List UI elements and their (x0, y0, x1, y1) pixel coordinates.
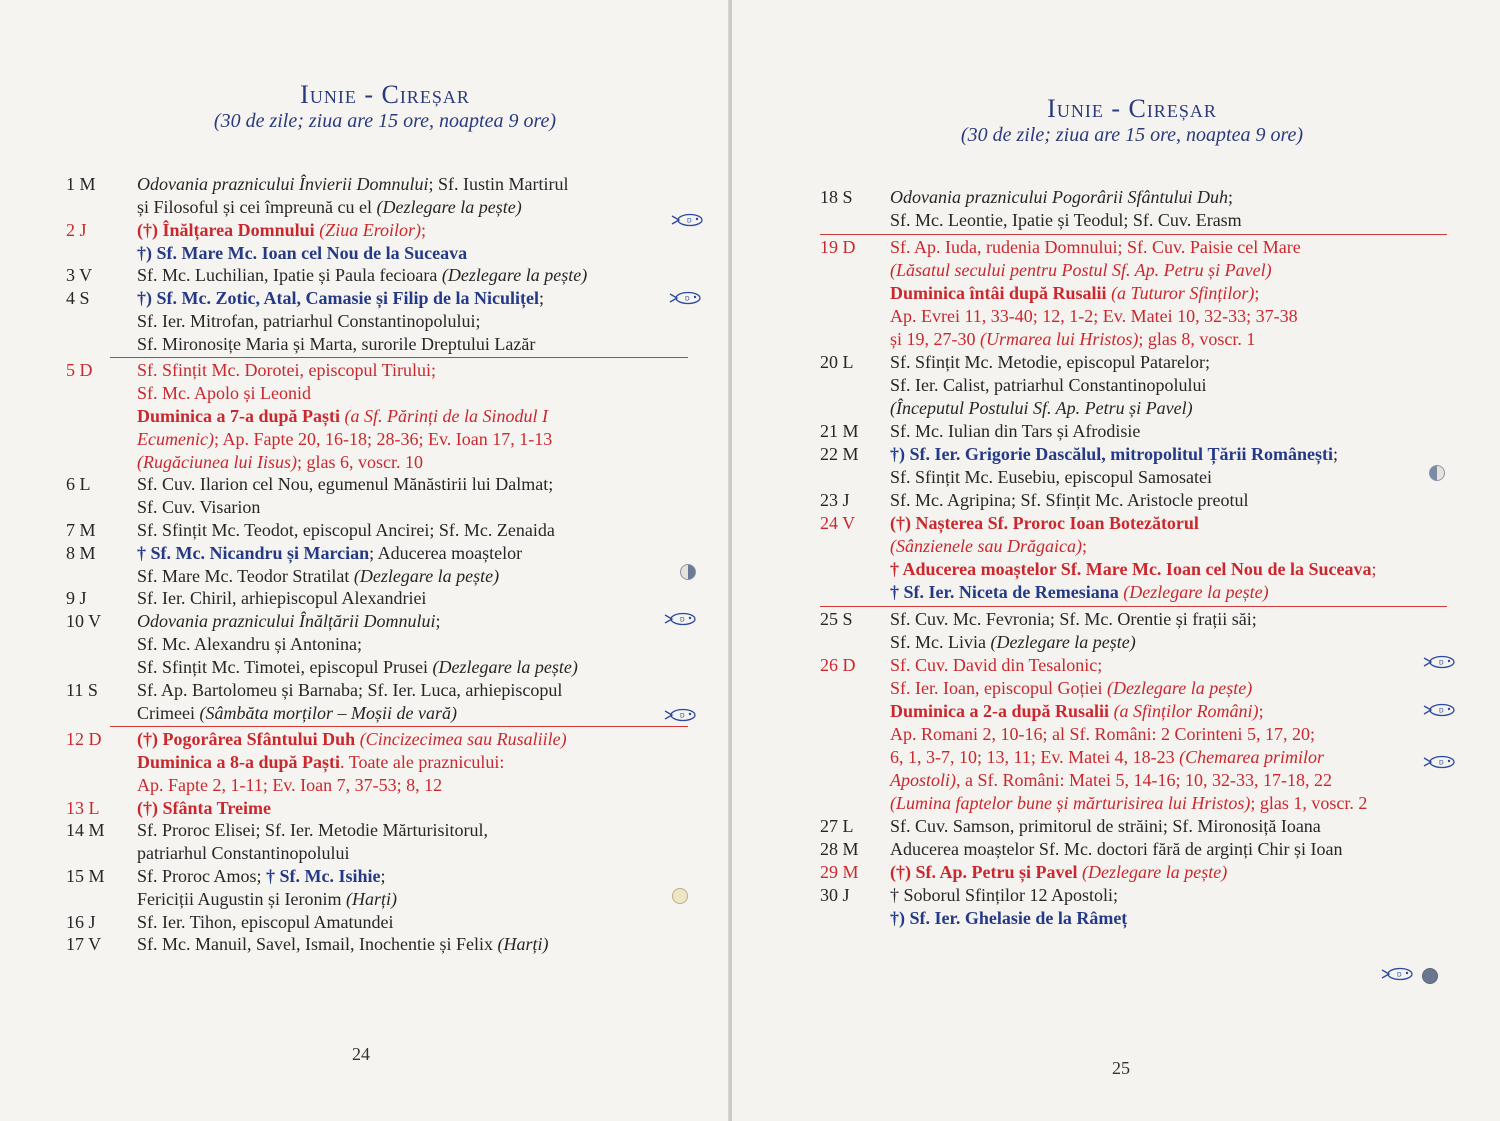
text-segment: (Dezlegare la pește) (376, 197, 522, 217)
text-segment: ; (1228, 187, 1234, 207)
entry-day: 5 D (66, 360, 93, 381)
page-right (732, 0, 1500, 1121)
entry-line (890, 723, 1470, 746)
text-segment: 6, 1, 3-7, 10; 13, 11; Ev. Matei 4, 18-23 (890, 747, 1180, 767)
text-segment: (Urmarea lui Hristos) (980, 329, 1139, 349)
entry-day: 16 J (66, 911, 96, 932)
text-segment: (Începutul Postului Sf. Ap. Petru și Pavel) (890, 398, 1193, 418)
entry-text (890, 186, 1470, 232)
page-number: 24 (352, 1044, 370, 1064)
entry-line (890, 443, 1470, 466)
entry-text (890, 861, 1470, 884)
text-segment: Sf. Cuv. Ilarion cel Nou, egumenul Mănăstirii lui Dalmat; (137, 474, 554, 495)
entry-day: 4 S (66, 288, 90, 308)
entry-line (137, 933, 697, 956)
moon-first-quarter-icon (1429, 465, 1445, 481)
page-subtitle: (30 de zile; ziua are 15 ore, noaptea 9 ore) (960, 124, 1304, 146)
entry-line (137, 496, 697, 519)
entry-text (137, 797, 697, 820)
fish-icon (670, 213, 706, 227)
entry-text (137, 519, 697, 542)
entry-line (137, 865, 697, 888)
entry-text (137, 173, 697, 219)
text-segment: (Dezlegare la pește) (1081, 862, 1228, 882)
entry-line (890, 420, 1470, 443)
entry-line (137, 542, 697, 565)
text-segment: , a Sf. Români: Matei 5, 14-16; 10, 32-33, 17-18, 22 (956, 770, 1332, 790)
entry-day: 19 D (820, 237, 856, 257)
text-segment: Sf. Mc. Livia (890, 632, 991, 652)
entry-text (137, 610, 697, 679)
text-segment: Fericiții Augustin și Ieronim (137, 889, 346, 909)
text-segment: patriarhul Constantinopolului (137, 843, 350, 864)
entry-line (890, 608, 1470, 631)
text-segment: †) Sf. Mare Mc. Ioan cel Nou de la Suceava (137, 242, 468, 263)
text-segment: Sf. Sfințit Mc. Dorotei, episcopul Tirului; (137, 360, 437, 381)
entry-line (137, 656, 697, 679)
text-segment: (Sânzienele sau Drăgaica) (890, 536, 1082, 556)
entry-line (137, 382, 697, 405)
page-header (922, 94, 1342, 147)
entry-day: 10 V (66, 611, 102, 632)
text-segment: (Dezlegare la pește) (441, 265, 588, 286)
text-segment: (Harți) (497, 934, 549, 955)
fish-icon (663, 708, 699, 722)
entry-line (137, 473, 697, 496)
entry-day: 2 J (66, 219, 87, 240)
svg-text:D: D (1439, 759, 1444, 767)
text-segment: † Sf. Ier. Niceta de Remesiana (890, 582, 1119, 602)
text-segment: Sf. Sfințit Mc. Teodot, episcopul Ancirei; Sf. Mc. Zenaida (137, 520, 555, 540)
text-segment: ; glas 6, voscr. 10 (296, 452, 423, 473)
entry-line (890, 351, 1470, 374)
entry-line (137, 911, 697, 934)
text-segment: Sf. Ier. Mitrofan, patriarhul Constantinopolului; (137, 311, 481, 331)
entry-day: 1 M (66, 174, 96, 194)
text-segment: (†) Sfânta Treime (137, 797, 271, 818)
text-segment: Sf. Mc. Apolo și Leonid (137, 383, 311, 404)
entry-day: 9 J (66, 588, 87, 609)
entry-line (137, 519, 697, 542)
entry-line (137, 428, 697, 451)
entry-line (137, 359, 697, 382)
text-segment: (Harți) (346, 889, 397, 909)
text-segment: Odovania praznicului Pogorârii Sfântului Duh (890, 187, 1229, 207)
entry-text (137, 287, 697, 356)
sunday-divider-rule (820, 606, 1447, 607)
entry-text (890, 815, 1470, 838)
entry-day: 12 D (66, 729, 102, 750)
entry-line (890, 186, 1470, 209)
text-segment: † Soborul Sfinților 12 Apostoli; (890, 885, 1119, 905)
text-segment: Sf. Mc. Luchilian, Ipatie și Paula fecioara (137, 265, 442, 286)
svg-text:D: D (685, 295, 690, 303)
entry-day: 25 S (820, 609, 853, 629)
text-segment: ; glas 8, voscr. 1 (1138, 329, 1256, 349)
entry-line (890, 282, 1470, 305)
text-segment: Duminica întâi după Rusalii (890, 283, 1107, 303)
text-segment: Sf. Mc. Iulian din Tars și Afrodisie (890, 421, 1141, 441)
text-segment: Duminica a 8-a după Paști (137, 752, 341, 773)
text-segment: Sf. Ier. Calist, patriarhul Constantinopolului (890, 375, 1207, 395)
text-segment: Sf. Proroc Elisei; Sf. Ier. Metodie Mărturisitorul, (137, 820, 488, 841)
text-segment: (Rugăciunea lui Iisus) (137, 452, 297, 473)
entry-line (890, 815, 1470, 838)
entry-day: 21 M (820, 421, 859, 441)
entry-line (137, 610, 697, 633)
entry-day: 18 S (820, 187, 853, 207)
entry-line (890, 746, 1470, 769)
fish-icon (668, 291, 704, 305)
entry-line (890, 328, 1470, 351)
entry-line (890, 654, 1470, 677)
entry-day: 15 M (66, 866, 105, 886)
text-segment: (Dezlegare la pește) (353, 565, 500, 586)
entry-text (137, 473, 697, 519)
entry-line (137, 219, 697, 242)
entry-line (137, 405, 697, 428)
text-segment: ; Sf. Iustin Martirul (428, 174, 569, 194)
sunday-divider-rule (110, 357, 688, 358)
entry-line (137, 888, 697, 911)
entry-line (137, 333, 697, 356)
svg-text:D: D (680, 616, 685, 624)
entry-text (890, 654, 1470, 815)
text-segment: ; Ap. Fapte 20, 16-18; 28-36; Ev. Ioan 17, 1-13 (213, 429, 553, 450)
svg-text:D: D (1439, 659, 1444, 667)
text-segment: (Dezlegare la pește) (990, 632, 1136, 652)
entry-line (890, 581, 1470, 604)
entry-line (890, 700, 1470, 723)
text-segment: Sf. Ier. Tihon, episcopul Amatundei (137, 911, 394, 932)
text-segment: Sf. Sfințit Mc. Timotei, episcopul Prusei (137, 657, 433, 678)
entry-line (890, 861, 1470, 884)
text-segment: Odovania praznicului Învierii Domnului (137, 174, 429, 194)
entry-line (890, 884, 1470, 907)
entry-text (890, 489, 1470, 512)
text-segment: Ecumenic) (137, 429, 214, 450)
text-segment: ; (538, 288, 544, 308)
text-segment: . Toate ale praznicului: (340, 752, 505, 773)
entry-day: 17 V (66, 934, 102, 955)
entry-line (137, 819, 697, 842)
entry-line (890, 792, 1470, 815)
text-segment: și 19, 27-30 (890, 329, 980, 349)
entry-day: 3 V (66, 265, 93, 286)
entry-day: 22 M (820, 444, 859, 464)
entry-text (137, 679, 697, 725)
fish-icon (1422, 755, 1458, 769)
text-segment: Ap. Fapte 2, 1-11; Ev. Ioan 7, 37-53; 8, 12 (137, 775, 443, 796)
entry-line (137, 565, 697, 588)
text-segment: ; Aducerea moaștelor (369, 542, 523, 563)
text-segment: Duminica a 2-a după Rusalii (890, 701, 1110, 721)
text-segment: † Aducerea moaștelor Sf. Mare Mc. Ioan cel Nou de la Suceava (890, 559, 1372, 579)
fish-icon (1422, 703, 1458, 717)
entry-day: 29 M (820, 862, 859, 882)
entry-line (137, 633, 697, 656)
entry-day: 6 L (66, 474, 91, 495)
entry-line (137, 797, 697, 820)
text-segment: ; (1258, 701, 1264, 721)
text-segment: Crimeei (137, 702, 200, 723)
svg-text:D: D (680, 712, 685, 720)
text-segment: ; (421, 219, 427, 240)
page-left (0, 0, 730, 1121)
entry-text (137, 933, 697, 956)
text-segment: Sf. Proroc Amos; (137, 866, 267, 886)
entry-text (137, 911, 697, 934)
entry-line (890, 512, 1470, 535)
entry-line (137, 702, 697, 725)
entry-line (137, 774, 697, 797)
text-segment: Sf. Mironosițe Maria și Marta, surorile Dreptului Lazăr (137, 334, 536, 354)
text-segment: Sf. Cuv. David din Tesalonic; (890, 655, 1103, 675)
page-title: Iunie - Cireșar (300, 80, 470, 109)
text-segment: (Sâmbăta morților – Moșii de vară) (199, 702, 457, 723)
entry-day: 26 D (820, 655, 856, 675)
entry-day: 24 V (820, 513, 856, 533)
entry-text (890, 512, 1470, 604)
entry-day: 13 L (66, 797, 100, 818)
page-title: Iunie - Cireșar (1047, 94, 1217, 123)
page-header (180, 80, 590, 133)
text-segment: Sf. Sfințit Mc. Eusebiu, episcopul Samosatei (890, 467, 1212, 487)
entry-day: 8 M (66, 542, 96, 563)
sunday-divider-rule (110, 726, 688, 727)
entry-line (137, 587, 697, 610)
text-segment: Ap. Evrei 11, 33-40; 12, 1-2; Ev. Matei 10, 32-33; 37-38 (890, 306, 1298, 326)
text-segment: (†) Sf. Ap. Petru și Pavel (890, 862, 1078, 882)
entry-line (137, 728, 697, 751)
text-segment: Duminica a 7-a după Paști (137, 406, 341, 427)
text-segment: (†) Înălțarea Domnului (137, 219, 315, 240)
entry-line (137, 842, 697, 865)
text-segment: (Chemarea primilor (1179, 747, 1324, 767)
text-segment: Sf. Mare Mc. Teodor Stratilat (137, 565, 354, 586)
entry-line (137, 451, 697, 474)
entry-day: 23 J (820, 490, 850, 510)
text-segment: (a Sfinților Români) (1113, 701, 1259, 721)
text-segment: Sf. Cuv. Mc. Fevronia; Sf. Mc. Orentie și frații săi; (890, 609, 1257, 629)
entry-text (890, 838, 1470, 861)
text-segment: (Lăsatul secului pentru Postul Sf. Ap. Petru și Pavel) (890, 260, 1272, 280)
text-segment: ; glas 1, voscr. 2 (1250, 793, 1368, 813)
text-segment: Sf. Ier. Chiril, arhiepiscopul Alexandriei (137, 588, 427, 609)
entry-text (137, 219, 697, 265)
entry-line (137, 287, 697, 310)
entry-day: 30 J (820, 885, 850, 905)
text-segment: Odovania praznicului Înălțării Domnului (137, 611, 436, 632)
text-segment: (Dezlegare la pește) (1106, 678, 1253, 698)
text-segment: (Dezlegare la pește) (1123, 582, 1269, 602)
entry-day: 11 S (66, 679, 98, 700)
entry-line (137, 173, 697, 196)
entry-line (137, 196, 697, 219)
text-segment: (a Tuturor Sfinților) (1111, 283, 1255, 303)
entry-text (137, 728, 697, 797)
entry-day: 7 M (66, 520, 96, 540)
entry-line (890, 631, 1470, 654)
entry-line (890, 489, 1470, 512)
entry-line (890, 236, 1470, 259)
text-segment: † Sf. Mc. Isihie (266, 866, 381, 886)
text-segment: Ap. Romani 2, 10-16; al Sf. Români: 2 Corinteni 5, 17, 20; (890, 724, 1315, 744)
text-segment: † Sf. Mc. Nicandru și Marcian (137, 542, 370, 563)
entry-line (137, 679, 697, 702)
text-segment: și Filosoful și cei împreună cu el (137, 197, 377, 217)
moon-new-icon (1422, 968, 1438, 984)
text-segment: Aducerea moaștelor Sf. Mc. doctori fără de arginți Chir și Ioan (890, 839, 1343, 859)
entry-day: 14 M (66, 820, 105, 841)
page-number: 25 (1112, 1058, 1130, 1078)
text-segment: (Dezlegare la pește) (432, 657, 578, 678)
entry-text (890, 443, 1470, 489)
entry-line (890, 677, 1470, 700)
entry-line (137, 751, 697, 774)
text-segment: (†) Pogorârea Sfântului Duh (137, 729, 356, 750)
svg-text:D: D (687, 217, 692, 225)
text-segment: Sf. Mc. Leontie, Ipatie și Teodul; Sf. Cuv. Erasm (890, 210, 1242, 230)
text-segment: Sf. Mc. Agripina; Sf. Sfințit Mc. Aristocle preotul (890, 490, 1249, 510)
text-segment: †) Sf. Ier. Grigorie Dascălul, mitropolitul Țării Românești (890, 444, 1333, 464)
entry-line (137, 264, 697, 287)
text-segment: Sf. Ap. Iuda, rudenia Domnului; Sf. Cuv. Paisie cel Mare (890, 237, 1301, 257)
entry-text (890, 884, 1470, 930)
entry-line (890, 397, 1470, 420)
entry-line (890, 907, 1470, 930)
text-segment: Apostoli) (890, 770, 956, 790)
text-segment: (†) Nașterea Sf. Proroc Ioan Botezătorul (890, 513, 1199, 533)
text-segment: †) Sf. Mc. Zotic, Atal, Camasie și Filip de la Niculițel (137, 288, 539, 308)
fish-icon (1380, 967, 1416, 981)
text-segment: †) Sf. Ier. Ghelasie de la Râmeț (890, 908, 1128, 928)
moon-last-quarter-icon (680, 564, 696, 580)
entry-day: 27 L (820, 816, 854, 836)
entry-line (890, 259, 1470, 282)
svg-text:D: D (1397, 971, 1402, 979)
entry-text (890, 420, 1470, 443)
text-segment: Sf. Ier. Ioan, episcopul Goției (890, 678, 1107, 698)
text-segment: (Lumina faptelor bune și mărturisirea lui Hristos) (890, 793, 1251, 813)
entry-day: 28 M (820, 839, 859, 859)
fish-icon (1422, 655, 1458, 669)
entry-line (890, 558, 1470, 581)
entry-line (137, 310, 697, 333)
text-segment: Sf. Ap. Bartolomeu și Barnaba; Sf. Ier. Luca, arhiepiscopul (137, 679, 563, 700)
entry-text (890, 236, 1470, 351)
sunday-divider-rule (820, 234, 1447, 235)
entry-text (137, 264, 697, 287)
entry-text (137, 865, 697, 911)
text-segment: (Ziua Eroilor) (319, 219, 422, 240)
text-segment: (a Sf. Părinți de la Sinodul I (344, 406, 549, 427)
entry-text (890, 608, 1470, 654)
text-segment: (Cincizecimea sau Rusaliile) (359, 729, 567, 750)
text-segment: ; (1332, 444, 1338, 464)
entry-line (890, 305, 1470, 328)
entry-line (890, 466, 1470, 489)
text-segment: ; (1371, 559, 1377, 579)
svg-text:D: D (1439, 707, 1444, 715)
text-segment: ; (1254, 283, 1260, 303)
entry-text (890, 351, 1470, 420)
text-segment: Sf. Mc. Alexandru și Antonina; (137, 634, 362, 655)
entry-line (890, 374, 1470, 397)
entry-text (137, 587, 697, 610)
text-segment: ; (435, 611, 441, 632)
text-segment: Sf. Cuv. Visarion (137, 497, 261, 518)
entry-line (890, 535, 1470, 558)
moon-full-icon (672, 888, 688, 904)
entry-day: 20 L (820, 352, 854, 372)
entry-line (890, 209, 1470, 232)
entry-line (137, 242, 697, 265)
text-segment: ; (380, 866, 386, 886)
text-segment: Sf. Mc. Manuil, Savel, Ismail, Inochentie și Felix (137, 934, 498, 955)
text-segment: Sf. Cuv. Samson, primitorul de străini; Sf. Mironosiță Ioana (890, 816, 1321, 836)
fish-icon (663, 612, 699, 626)
entry-text (137, 542, 697, 588)
text-segment: ; (1081, 536, 1087, 556)
entry-line (890, 769, 1470, 792)
entry-line (890, 838, 1470, 861)
text-segment: Sf. Sfințit Mc. Metodie, episcopul Patarelor; (890, 352, 1210, 372)
entry-text (137, 359, 697, 474)
entry-text (137, 819, 697, 865)
page-subtitle: (30 de zile; ziua are 15 ore, noaptea 9 ore) (213, 110, 557, 132)
